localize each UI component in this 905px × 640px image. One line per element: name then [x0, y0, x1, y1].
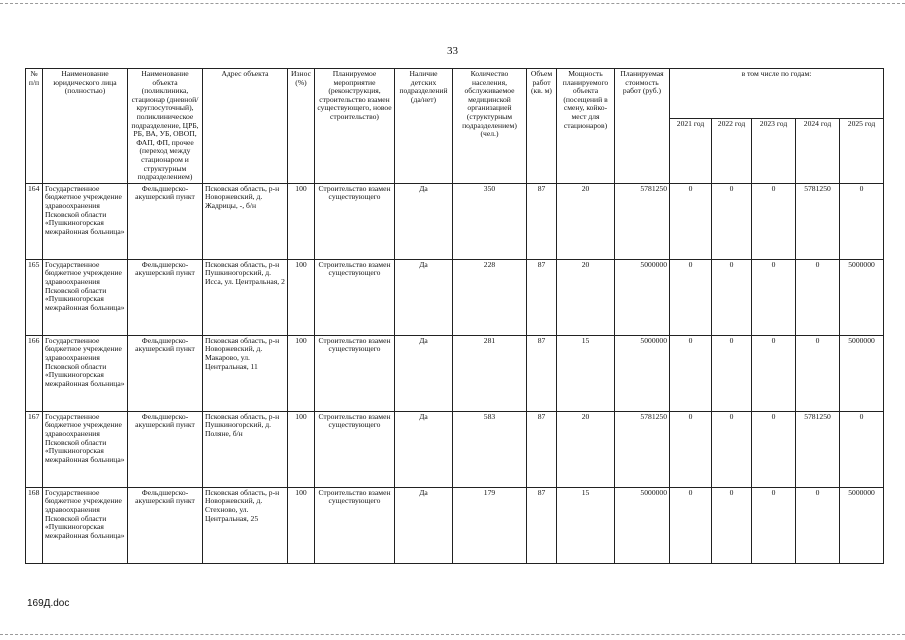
cell-year-2024: 0	[796, 335, 840, 411]
cell-year-2022: 0	[712, 487, 752, 563]
cell-object-type: Фельдшерско-акушерский пункт	[128, 487, 203, 563]
header-year-2025: 2025 год	[840, 118, 884, 183]
cell-wear: 100	[288, 335, 315, 411]
document-filename: 169Д.doc	[27, 598, 70, 609]
cell-activity: Строительство взамен существующего	[315, 183, 395, 259]
cell-capacity: 15	[557, 335, 615, 411]
cell-children: Да	[395, 335, 453, 411]
cell-year-2024: 0	[796, 259, 840, 335]
cell-entity: Государственное бюджетное учреждение здравоохранения Псковской области «Пушкиногорская межрайонная больница»	[43, 259, 128, 335]
cell-wear: 100	[288, 487, 315, 563]
table-row	[26, 487, 884, 563]
cell-year-2021: 0	[670, 259, 712, 335]
header-children: Наличие детских подразделений (да/нет)	[395, 69, 453, 184]
cell-volume: 87	[527, 259, 557, 335]
cell-volume: 87	[527, 183, 557, 259]
page-number: 33	[447, 45, 458, 57]
cell-year-2025: 0	[840, 411, 884, 487]
cell-address: Псковская область, р-н Пушкиногорский, д. Исса, ул. Центральная, 2	[203, 259, 288, 335]
cell-num: 165	[26, 259, 43, 335]
cell-wear: 100	[288, 411, 315, 487]
cell-population: 583	[453, 411, 527, 487]
cell-year-2022: 0	[712, 183, 752, 259]
cell-children: Да	[395, 487, 453, 563]
cell-cost: 5000000	[615, 487, 670, 563]
header-year-2021: 2021 год	[670, 118, 712, 183]
table-row	[26, 335, 884, 411]
header-years-group: в том числе по годам:	[670, 69, 884, 119]
cell-entity: Государственное бюджетное учреждение здравоохранения Псковской области «Пушкиногорская межрайонная больница»	[43, 487, 128, 563]
cell-num: 166	[26, 335, 43, 411]
scan-edge-top	[0, 3, 905, 5]
cell-cost: 5000000	[615, 259, 670, 335]
cell-cost: 5781250	[615, 183, 670, 259]
cell-cost: 5781250	[615, 411, 670, 487]
cell-year-2022: 0	[712, 259, 752, 335]
cell-population: 228	[453, 259, 527, 335]
cell-children: Да	[395, 411, 453, 487]
cell-wear: 100	[288, 183, 315, 259]
cell-capacity: 20	[557, 259, 615, 335]
table-row	[26, 259, 884, 335]
header-cost: Планируемая стоимость работ (руб.)	[615, 69, 670, 184]
cell-num: 164	[26, 183, 43, 259]
cell-year-2025: 5000000	[840, 259, 884, 335]
header-activity: Планируемое мероприятие (реконструкция, строительство взамен существующего, новое строительство)	[315, 69, 395, 184]
cell-volume: 87	[527, 487, 557, 563]
header-row	[26, 69, 884, 119]
cell-address: Псковская область, р-н Новоржевский, д. Стехново, ул. Центральная, 25	[203, 487, 288, 563]
cell-wear: 100	[288, 259, 315, 335]
cell-activity: Строительство взамен существующего	[315, 335, 395, 411]
cell-year-2023: 0	[752, 487, 796, 563]
cell-object-type: Фельдшерско-акушерский пункт	[128, 411, 203, 487]
cell-year-2021: 0	[670, 335, 712, 411]
cell-year-2023: 0	[752, 335, 796, 411]
cell-year-2024: 5781250	[796, 411, 840, 487]
cell-entity: Государственное бюджетное учреждение здравоохранения Псковской области «Пушкиногорская межрайонная больница»	[43, 411, 128, 487]
cell-year-2023: 0	[752, 411, 796, 487]
header-year-2022: 2022 год	[712, 118, 752, 183]
facilities-table	[25, 68, 884, 564]
cell-year-2023: 0	[752, 259, 796, 335]
table-row	[26, 183, 884, 259]
cell-capacity: 20	[557, 411, 615, 487]
cell-population: 350	[453, 183, 527, 259]
header-entity: Наименование юридического лица (полностью)	[43, 69, 128, 184]
table-row	[26, 411, 884, 487]
header-address: Адрес объекта	[203, 69, 288, 184]
cell-children: Да	[395, 259, 453, 335]
cell-year-2025: 5000000	[840, 335, 884, 411]
header-num: № п/п	[26, 69, 43, 184]
cell-address: Псковская область, р-н Новоржевский, д. Макарово, ул. Центральная, 11	[203, 335, 288, 411]
cell-capacity: 15	[557, 487, 615, 563]
cell-cost: 5000000	[615, 335, 670, 411]
cell-volume: 87	[527, 335, 557, 411]
cell-year-2022: 0	[712, 335, 752, 411]
cell-activity: Строительство взамен существующего	[315, 411, 395, 487]
header-year-2024: 2024 год	[796, 118, 840, 183]
header-year-2023: 2023 год	[752, 118, 796, 183]
cell-volume: 87	[527, 411, 557, 487]
cell-address: Псковская область, р-н Новоржевский, д. Жадрицы, -, б/н	[203, 183, 288, 259]
scan-edge-bottom	[0, 634, 905, 636]
header-population: Количество населения, обслуживаемое медицинской организацией (структурным подразделением) (чел.)	[453, 69, 527, 184]
cell-entity: Государственное бюджетное учреждение здравоохранения Псковской области «Пушкиногорская межрайонная больница»	[43, 183, 128, 259]
cell-num: 167	[26, 411, 43, 487]
cell-entity: Государственное бюджетное учреждение здравоохранения Псковской области «Пушкиногорская межрайонная больница»	[43, 335, 128, 411]
header-object-type: Наименование объекта (поликлиника, стационар (дневной/ круглосуточный), поликлиническое подразделение, ЦРБ, РБ, ВА, УБ, ОВОП, ФАП, ФП, прочее (переход между стационаром и структурным подразделением)	[128, 69, 203, 184]
cell-population: 281	[453, 335, 527, 411]
cell-activity: Строительство взамен существующего	[315, 487, 395, 563]
cell-num: 168	[26, 487, 43, 563]
header-volume: Объем работ (кв. м)	[527, 69, 557, 184]
cell-object-type: Фельдшерско-акушерский пункт	[128, 183, 203, 259]
cell-year-2024: 0	[796, 487, 840, 563]
cell-year-2022: 0	[712, 411, 752, 487]
cell-year-2021: 0	[670, 487, 712, 563]
cell-capacity: 20	[557, 183, 615, 259]
cell-year-2025: 0	[840, 183, 884, 259]
cell-year-2021: 0	[670, 411, 712, 487]
cell-year-2021: 0	[670, 183, 712, 259]
cell-population: 179	[453, 487, 527, 563]
cell-year-2025: 5000000	[840, 487, 884, 563]
cell-object-type: Фельдшерско-акушерский пункт	[128, 259, 203, 335]
cell-address: Псковская область, р-н Пушкиногорский, д. Поляне, б/н	[203, 411, 288, 487]
cell-year-2024: 5781250	[796, 183, 840, 259]
header-wear: Износ (%)	[288, 69, 315, 184]
header-capacity: Мощность планируемого объекта (посещений в смену, койко-мест для стационаров)	[557, 69, 615, 184]
cell-object-type: Фельдшерско-акушерский пункт	[128, 335, 203, 411]
cell-activity: Строительство взамен существующего	[315, 259, 395, 335]
cell-children: Да	[395, 183, 453, 259]
cell-year-2023: 0	[752, 183, 796, 259]
